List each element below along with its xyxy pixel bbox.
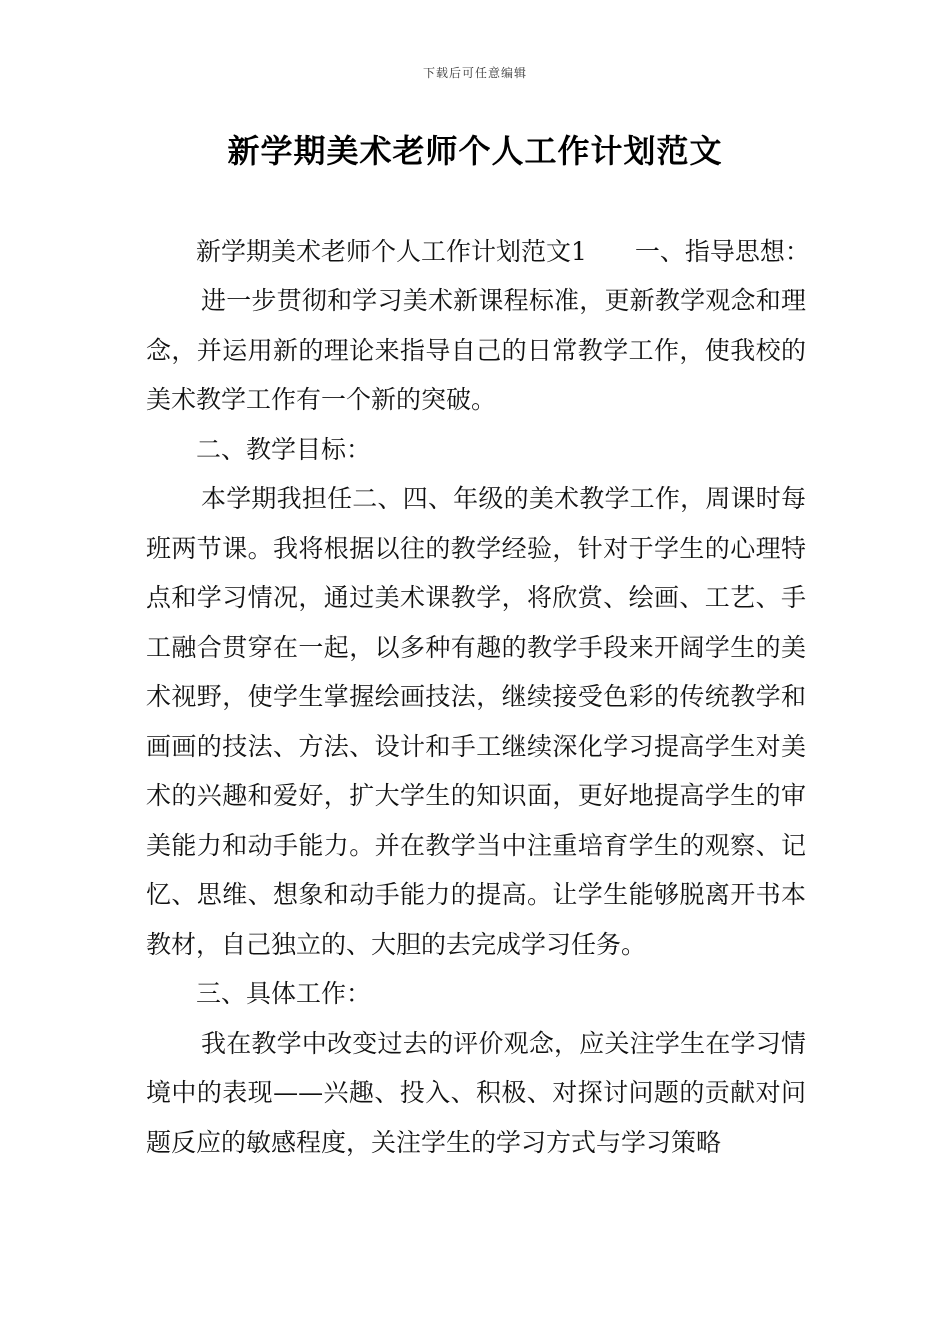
section-heading-3: 三、具体工作：: [196, 979, 372, 1008]
document-body: [146, 276, 806, 1167]
section-heading-1: 一、指导思想：: [634, 237, 810, 266]
paragraph-guiding-thought: 进一步贯彻和学习美术新课程标准，更新教学观念和理念，并运用新的理论来指导自己的日常教学工作，使我校的美术教学工作有一个新的突破。: [146, 286, 806, 414]
intro-subtitle: 新学期美术老师个人工作计划范文1: [196, 237, 587, 266]
paragraph-teaching-goals: 本学期我担任二、四、年级的美术教学工作，周课时每班两节课。我将根据以往的教学经验，针对于学生的心理特点和学习情况，通过美术课教学，将欣赏、绘画、工艺、手工融合贯穿在一起，以多种有趣的教学手段来开阔学生的美术视野，使学生掌握绘画技法，继续接受色彩的传统教学和画画的技法、方法、设计和手工继续深化学习提高学生对美术的兴趣和爱好，扩大学生的知识面，更好地提高学生的审美能力和动手能力。并在教学当中注重培育学生的观察、记忆、思维、想象和动手能力的提高。让学生能够脱离开书本教材，自己独立的、大胆的去完成学习任务。: [146, 484, 806, 959]
section-heading-2: 二、教学目标：: [196, 434, 372, 464]
document-title: 新学期美术老师个人工作计划范文: [227, 132, 723, 170]
intro-line: [146, 227, 856, 277]
paragraph-specific-work: 我在教学中改变过去的评价观念，应关注学生在学习情境中的表现——兴趣、投入、积极、对探讨问题的贡献对问题反应的敏感程度，关注学生的学习方式与学习策略: [146, 1028, 806, 1157]
header-note: 下载后可任意编辑: [422, 66, 527, 80]
